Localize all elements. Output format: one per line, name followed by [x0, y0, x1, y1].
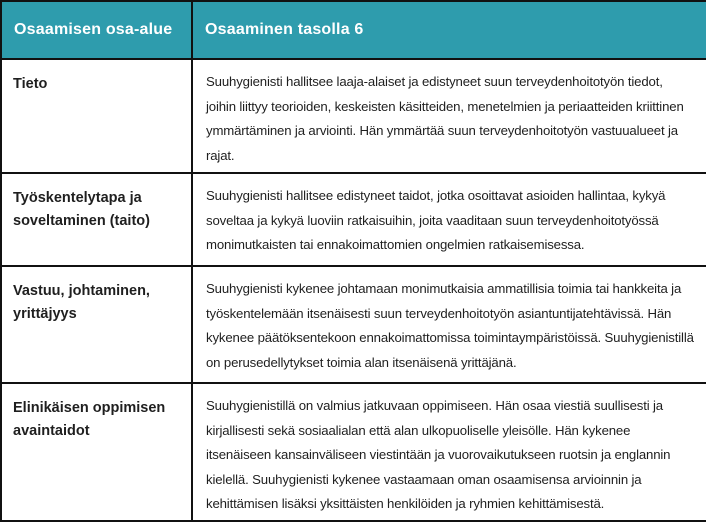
area-cell: Työskentelytapa ja soveltaminen (taito) — [1, 173, 192, 266]
table-row-tieto — [1, 59, 706, 173]
area-cell: Tieto — [1, 59, 192, 173]
table-row-vastuu — [1, 266, 706, 383]
area-cell: Elinikäisen oppimisen avaintaidot — [1, 383, 192, 521]
description-cell: Suuhygienisti kykenee johtamaan monimutkaisia ammatillisia toimia tai hankkeita ja työskentelemään itsenäisesti suun terveydenhoitotyön asiantuntijatehtävissä. Hän kykenee päätöksentekoon ennakoimattomissa toimintaympäristöissä. Suuhygienistillä on perusedellytykset toimia alan itsenäisenä yrittäjänä. — [192, 266, 706, 383]
area-cell: Vastuu, johtaminen, yrittäjyys — [1, 266, 192, 383]
table-row-tyoskentelytapa — [1, 173, 706, 266]
table-row-elinikainen — [1, 383, 706, 521]
header-cell-competence-area: Osaamisen osa-alue — [1, 1, 192, 59]
header-cell-competence-level: Osaaminen tasolla 6 — [192, 1, 706, 59]
table-header-row — [1, 1, 706, 59]
description-cell: Suuhygienisti hallitsee laaja-alaiset ja edistyneet suun terveydenhoitotyön tiedot, joihin liittyy teorioiden, keskeisten käsitteiden, menetelmien ja periaatteiden kriittinen ymmärtäminen ja arviointi. Hän ymmärtää suun terveydenhoitotyön vastuualueet ja rajat. — [192, 59, 706, 173]
description-cell: Suuhygienistillä on valmius jatkuvaan oppimiseen. Hän osaa viestiä suullisesti ja kirjallisesti sekä sosiaalialan että alan ulkopuoliselle yleisölle. Hän kykenee itsenäiseen kansainväliseen viestintään ja vuorovaikutukseen ruotsin ja englannin kielellä. Suuhygienisti kykenee vastaamaan oman osaamisensa arvioinnin ja kehittämisen lisäksi yksittäisten henkilöiden ja ryhmien kehittämisestä. — [192, 383, 706, 521]
description-cell: Suuhygienisti hallitsee edistyneet taidot, jotka osoittavat asioiden hallintaa, kykyä soveltaa ja kykyä luoviin ratkaisuihin, joita vaaditaan suun terveydenhoitotyössä monimutkaisten tai ennakoimattomien ongelmien ratkaisemisessa. — [192, 173, 706, 266]
